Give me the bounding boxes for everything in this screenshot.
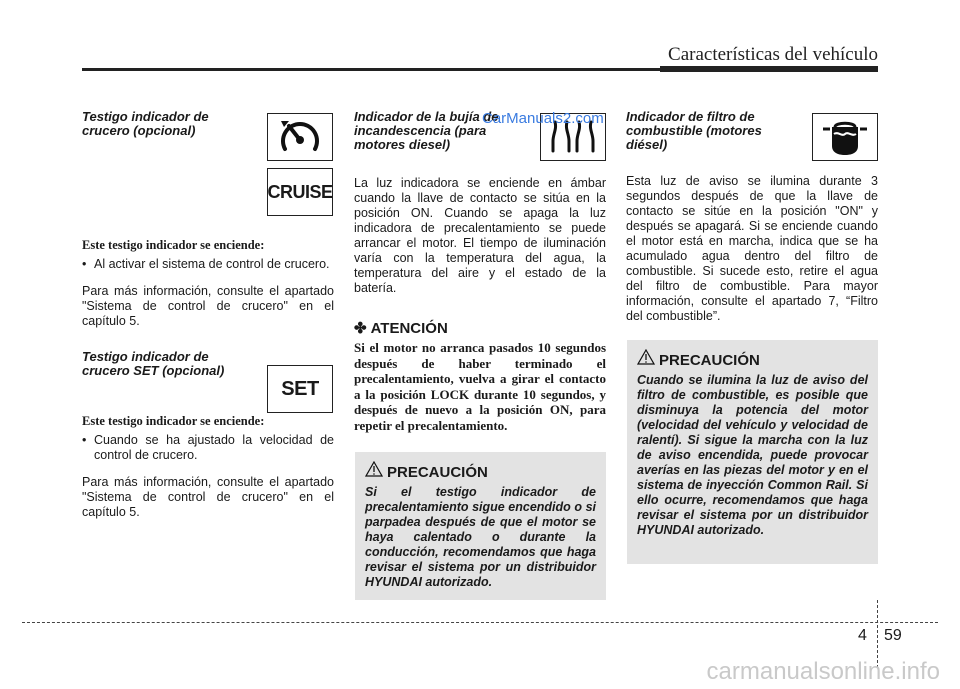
fuel-filter-paragraph: Esta luz de aviso se ilumina durante 3 segundos después de que la llave de contacto se sitúe en la posición "ON" y después se apagará. Si se enciende cuando el motor está en marcha, indica que se ha acumulado agua dentro del filtro de combustible. Si sucede esto, retire el agua del filtro de combustible. Para mayor información, consulte el apartado 7, “Filtro del combustible”. [626,174,878,323]
warning-triangle-icon [637,349,655,365]
page-number: 59 [884,627,902,644]
cruise-lead: Este testigo indicador se enciende: [82,238,265,252]
warning-triangle-icon [365,461,383,477]
cruise-set-heading: Testigo indicador de crucero SET (opcional) [82,349,225,378]
cruise-set-bullet: • Cuando se ha ajustado la velocidad de control de crucero. [82,433,334,462]
cruise-set-lead: Este testigo indicador se enciende: [82,414,265,428]
page-header-title: Características del vehículo [668,44,878,65]
caution-title: PRECAUCIÓN [637,352,868,369]
glow-plug-heading: Indicador de la bujía de incandescencia (para motores diesel) [354,109,499,152]
caution-body: Cuando se ilumina la luz de aviso del filtro de combustible, es posible que disminuya la potencia del motor (velocidad del vehículo y velocidad de ralentí). Si sigue la marcha con la luz de aviso encendida, puede provocar averías en las piezas del motor y en el sistema de inyección Common Rail. Si ello ocurre, recomendamos que haga revisar el sistema por un distribuidor HYUNDAI autorizado. [637,373,868,537]
caution-body: Si el testigo indicador de precalentamiento sigue encendido o si parpadea después de que el motor se haya calentado o durante la conducción, recomendamos que haga revisar el sistema por un distribuidor HYUNDAI autorizado. [365,485,596,589]
fuel-filter-icon [820,118,870,156]
fuel-filter-caution-box [627,340,878,564]
chapter-number: 4 [858,627,867,644]
fuel-filter-indicator [812,113,878,161]
cruise-bullet: • Al activar el sistema de control de crucero. [82,257,330,271]
header-rule-accent [660,66,878,72]
glow-plug-caution-box [355,452,606,600]
atencion-title: ✤ ATENCIÓN [354,319,448,337]
cruise-paragraph: Para más información, consulte el apartado "Sistema de control de crucero" en el capítulo 5. [82,284,334,328]
caution-title: PRECAUCIÓN [365,464,596,481]
cross-icon: ✤ [354,320,367,337]
cruise-text-indicator: CRUISE [267,168,333,216]
watermark-top: CarManuals2.com [482,110,604,127]
footer-rule [22,622,938,623]
cruise-set-indicator: SET [267,365,333,413]
cruise-heading: Testigo indicador de crucero (opcional) [82,109,209,138]
atencion-body: Si el motor no arranca pasados 10 segundos después de haber terminado el precalentamiento, vuelva a girar el contacto a la posición LOCK durante 10 segundos, y después de nuevo a la posición ON, para repetir el precalentamiento. [354,340,606,433]
cruise-gauge-icon [277,117,323,157]
watermark-bottom: carmanualsonline.info [706,658,940,685]
cruise-indicator-icon [267,113,333,161]
glow-plug-paragraph: La luz indicadora se enciende en ámbar cuando la llave de contacto se sitúa en la posición ON. Cuando se apaga la luz indicadora de precalentamiento se puede arrancar el motor. El tiempo de iluminación varía con la temperatura del agua, la temperatura del aire y el estado de la batería. [354,176,606,295]
cruise-set-paragraph: Para más información, consulte el apartado "Sistema de control de crucero" en el capítulo 5. [82,475,334,519]
fuel-filter-heading: Indicador de filtro de combustible (motores diésel) [626,109,762,152]
